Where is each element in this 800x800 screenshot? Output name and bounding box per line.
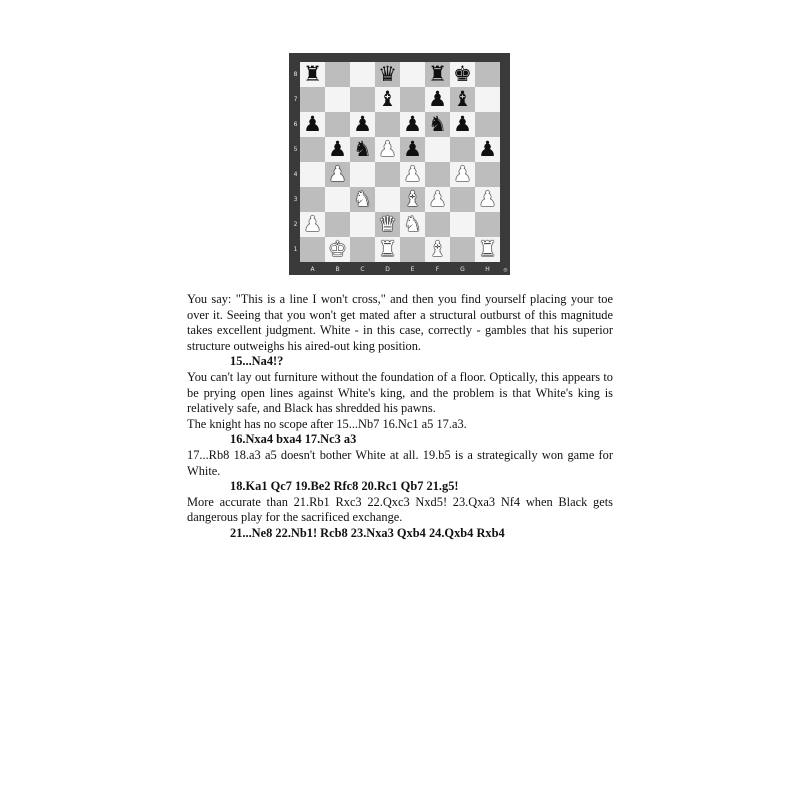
square-d2 (375, 212, 400, 237)
square-c1 (350, 237, 375, 262)
square-a3 (300, 187, 325, 212)
square-a5 (300, 137, 325, 162)
chess-board (300, 62, 500, 262)
square-h1 (475, 237, 500, 262)
paragraph-comment: More accurate than 21.Rb1 Rxc3 22.Qxc3 Nxd5! 23.Qxa3 Nf4 when Black gets dangerous play for the sacrificed exchange. (187, 494, 613, 525)
diagram-logo: ® (503, 268, 508, 274)
rank-label: 8 (293, 71, 298, 78)
file-label: D (385, 265, 390, 273)
file-label: A (310, 265, 315, 273)
square-b2 (325, 212, 350, 237)
rank-label: 2 (293, 221, 298, 228)
white-pawn-icon: ♟ (453, 162, 472, 186)
square-c6 (350, 112, 375, 137)
move-line: 18.Ka1 Qc7 19.Be2 Rfc8 20.Rc1 Qb7 21.g5! (230, 479, 459, 494)
square-h2 (475, 212, 500, 237)
square-d8 (375, 62, 400, 87)
square-e2 (400, 212, 425, 237)
square-e6 (400, 112, 425, 137)
square-f1 (425, 237, 450, 262)
square-e8 (400, 62, 425, 87)
square-c2 (350, 212, 375, 237)
file-label: C (360, 265, 365, 273)
square-f7 (425, 87, 450, 112)
square-d1 (375, 237, 400, 262)
file-label: B (335, 265, 340, 273)
white-bishop-icon: ♝ (428, 237, 447, 261)
black-pawn-icon: ♟ (453, 112, 472, 136)
square-g8 (450, 62, 475, 87)
square-h4 (475, 162, 500, 187)
move-line: 15...Na4!? (230, 354, 284, 369)
square-c8 (350, 62, 375, 87)
white-pawn-icon: ♟ (328, 162, 347, 186)
white-knight-icon: ♞ (403, 212, 422, 236)
square-b6 (325, 112, 350, 137)
white-queen-icon: ♛ (378, 212, 397, 236)
black-knight-icon: ♞ (353, 137, 372, 161)
square-a8 (300, 62, 325, 87)
square-g3 (450, 187, 475, 212)
square-f5 (425, 137, 450, 162)
square-b1 (325, 237, 350, 262)
square-c4 (350, 162, 375, 187)
square-b8 (325, 62, 350, 87)
square-b7 (325, 87, 350, 112)
square-a6 (300, 112, 325, 137)
square-a2 (300, 212, 325, 237)
rank-label: 1 (293, 246, 298, 253)
move-line: 16.Nxa4 bxa4 17.Nc3 a3 (230, 432, 357, 447)
square-c3 (350, 187, 375, 212)
paragraph-comment: You can't lay out furniture without the foundation of a floor. Optically, this appears to be prying open lines against White's king, and the problem is that White's king is relatively safe, and Black has shredded his pawns. (187, 369, 613, 416)
white-pawn-icon: ♟ (403, 162, 422, 186)
paragraph-comment: 17...Rb8 18.a3 a5 doesn't bother White at all. 19.b5 is a strategically won game for White. (187, 447, 613, 478)
file-label: H (485, 265, 490, 273)
white-bishop-icon: ♝ (403, 187, 422, 211)
square-g2 (450, 212, 475, 237)
rank-label: 6 (293, 121, 298, 128)
square-h6 (475, 112, 500, 137)
square-f3 (425, 187, 450, 212)
square-e1 (400, 237, 425, 262)
white-knight-icon: ♞ (353, 187, 372, 211)
white-pawn-icon: ♟ (428, 187, 447, 211)
black-rook-icon: ♜ (303, 62, 322, 86)
square-h5 (475, 137, 500, 162)
square-a7 (300, 87, 325, 112)
square-d4 (375, 162, 400, 187)
square-d5 (375, 137, 400, 162)
square-f6 (425, 112, 450, 137)
white-pawn-icon: ♟ (478, 187, 497, 211)
white-rook-icon: ♜ (378, 237, 397, 261)
square-h8 (475, 62, 500, 87)
paragraph-comment: The knight has no scope after 15...Nb7 16.Nc1 a5 17.a3. (187, 416, 467, 431)
white-pawn-icon: ♟ (378, 137, 397, 161)
black-pawn-icon: ♟ (353, 112, 372, 136)
square-d6 (375, 112, 400, 137)
square-e4 (400, 162, 425, 187)
black-pawn-icon: ♟ (328, 137, 347, 161)
square-c7 (350, 87, 375, 112)
annotation-text (187, 292, 613, 542)
white-rook-icon: ♜ (478, 237, 497, 261)
square-g5 (450, 137, 475, 162)
square-a4 (300, 162, 325, 187)
square-f8 (425, 62, 450, 87)
black-queen-icon: ♛ (378, 62, 397, 86)
file-label: E (410, 265, 415, 273)
square-g1 (450, 237, 475, 262)
white-pawn-icon: ♟ (303, 212, 322, 236)
rank-label: 3 (293, 196, 298, 203)
square-a1 (300, 237, 325, 262)
square-d3 (375, 187, 400, 212)
black-pawn-icon: ♟ (403, 137, 422, 161)
square-h3 (475, 187, 500, 212)
black-pawn-icon: ♟ (403, 112, 422, 136)
black-bishop-icon: ♝ (453, 87, 472, 111)
square-g7 (450, 87, 475, 112)
rank-label: 4 (293, 171, 298, 178)
square-b4 (325, 162, 350, 187)
black-pawn-icon: ♟ (303, 112, 322, 136)
black-pawn-icon: ♟ (428, 87, 447, 111)
paragraph-intro: You say: "This is a line I won't cross," and then you find yourself placing your toe over it. Seeing that you won't get mated after a structural outburst of this magnitude takes excellent judgment. White - in this case, correctly - gambles that his superior structure outweighs his aired-out king position. (187, 292, 613, 353)
square-e5 (400, 137, 425, 162)
square-e3 (400, 187, 425, 212)
black-knight-icon: ♞ (428, 112, 447, 136)
rank-label: 5 (293, 146, 298, 153)
black-rook-icon: ♜ (428, 62, 447, 86)
chess-diagram (289, 53, 510, 275)
square-d7 (375, 87, 400, 112)
rank-label: 7 (293, 96, 298, 103)
square-e7 (400, 87, 425, 112)
square-f2 (425, 212, 450, 237)
black-king-icon: ♚ (453, 62, 472, 86)
black-pawn-icon: ♟ (478, 137, 497, 161)
square-f4 (425, 162, 450, 187)
file-label: G (460, 265, 465, 273)
square-h7 (475, 87, 500, 112)
file-label: F (435, 265, 440, 273)
black-bishop-icon: ♝ (378, 87, 397, 111)
white-king-icon: ♚ (328, 237, 347, 261)
square-g4 (450, 162, 475, 187)
move-line: 21...Ne8 22.Nb1! Rcb8 23.Nxa3 Qxb4 24.Qxb4 Rxb4 (230, 525, 505, 540)
square-b5 (325, 137, 350, 162)
square-c5 (350, 137, 375, 162)
square-g6 (450, 112, 475, 137)
square-b3 (325, 187, 350, 212)
